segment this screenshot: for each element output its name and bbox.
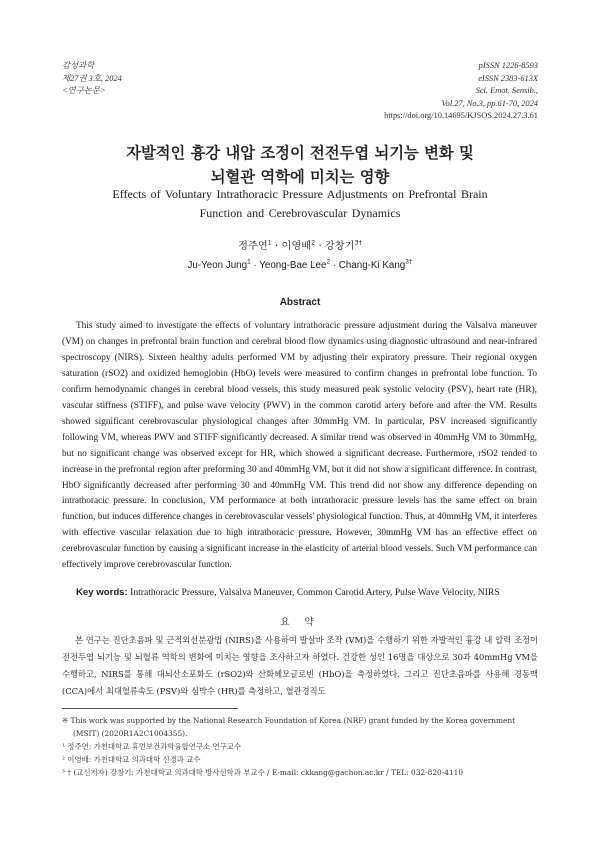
doi-link[interactable]: https://doi.org/10.14695/KJSOS.2024.27.3.61 (384, 111, 538, 120)
authors-korean (0, 237, 600, 252)
keywords-text: Intrathoracic Pressure, Valsalva Maneuver, Common Carotid Artery, Pulse Wave Velocity, NIRS (130, 587, 500, 598)
eissn: eISSN 2383-613X (478, 73, 538, 83)
author-name: Ju-Yeon Jung (187, 260, 248, 271)
author-affiliation-mark: 2 (326, 258, 331, 266)
title-korean (60, 141, 540, 189)
journal-abbrev: Sci. Emot. Sensib., (475, 86, 538, 95)
title-english (80, 185, 520, 223)
authors-english (0, 260, 600, 271)
author-name: 강창기 (324, 241, 355, 252)
footnotes (62, 714, 540, 779)
journal-volume: 제27권 3호, 2024 (62, 73, 122, 83)
funding-note-line-2: (MSIT) (2020R1A2C1004355). (73, 729, 188, 738)
author-name: Chang-Ki Kang (338, 260, 406, 271)
journal-name: 감성과학 (62, 61, 95, 70)
title-english-line-2: Function and Cerebrovascular Dynamics (199, 206, 401, 220)
author-affiliation-mark: 1 (267, 238, 272, 247)
abstract-text: This study aimed to investigate the effects of voluntary intrathoracic pressure adjustment during the Valsalva maneuver (VM) on changes in prefrontal brain function and cerebral blood flow dynamics using diagnostic ultrasound and near-infrared spectroscopy (NIRS). Sixteen healthy adults performed VM by adjusting their expiratory pressure. Their regional oxygen saturation (rSO2) and oxidized hemoglobin (HbO) levels were measured to confirm changes in prefrontal lobe function. To confirm hemodynamic changes in cerebral blood vessels, this study measured peak systolic velocity (PSV), heart rate (HR), vascular stiffness (STIFF), and pulse wave velocity (PWV) in the common carotid artery before and after the VM. Results showed significant cerebrovascular physiological changes after 30mmHg VM. In particular, PSV increased significantly following VM, whereas PWV and STIFF significantly decreased. A similar trend was observed in 40mmHg VM to 30mmHg, but no significant change was observed except for HR, which showed a significant decrease. Furthermore, rSO2 tended to increase in the prefrontal region after preforming 30 and 40mmHg VM, but it did not show a significant difference. In contrast, HbO significantly decreased after performing 30 and 40mmHg VM. This trend did not show any difference depending on intrathoracic pressure. In conclusion, VM performance at both intrathoracic pressure levels has the same effect on brain function, but induces difference changes in cerebrovascular vessels' physiological function. Thus, at 40mmHg VM, it interferes with effective vascular relaxation due to high intrathoracic pressure. However, 30mmHg VM has an effective effect on cerebrovascular function by causing a significant increase in the elasticity of arterial blood vessels. Such VM performance can effectively improve cerebrovascular function. (62, 321, 537, 571)
korean-abstract-text: 본 연구는 진단초음파 및 근적외선분광법 (NIRS)을 사용하여 발살바 조작 (VM)을 수행하기 위한 자발적인 흉강 내 압력 조정이 전전두엽 뇌기능 및 뇌혈류 역학의 변화에 미치는 영향을 조사하고자 하였다. 건강한 성인 16명을 대상으로 30과 40mmHg VM을 수행하고, NIRS를 통해 대뇌산소포화도 (rSO2)와 산화헤모글로빈 (HbO)을 측정하였다. 그리고 진단초음파를 사용해 경동맥 (CCA)에서 최대혈류속도 (PSV)와 심박수 (HR)를 측정하고, 혈관경직도 (62, 635, 538, 697)
volume-pages: Vol.27, No.3, pp.61-70, 2024 (441, 98, 538, 108)
author-name: Yeong-Bae Lee (259, 260, 327, 271)
footnote-1: ¹ 정주연: 가천대학교 휴먼보건과학융합연구소 연구교수 (62, 742, 242, 751)
funding-note-line-1: ※ This work was supported by the National Research Foundation of Korea (NRF) grant funded by the Korea government (62, 716, 516, 725)
author-separator: · (250, 260, 260, 271)
funding-note (62, 714, 540, 740)
article-type: <연구논문> (62, 86, 106, 95)
author-affiliation-mark: 1 (247, 258, 251, 266)
footnote-divider (62, 708, 238, 709)
author-name: 이영배 (281, 241, 312, 252)
author-affiliation-mark: 3† (354, 238, 362, 247)
journal-header-right (384, 60, 538, 123)
korean-abstract-heading: 요 약 (280, 617, 320, 628)
author-affiliation-mark: 2 (311, 238, 316, 247)
keywords-label: Key words: (76, 587, 128, 598)
title-korean-line-2: 뇌혈관 역학에 미치는 영향 (210, 168, 390, 186)
author-separator: · (330, 260, 339, 271)
keywords (76, 587, 540, 598)
pissn: pISSN 1226-8593 (478, 61, 538, 70)
title-korean-line-1: 자발적인 흉강 내압 조정이 전전두엽 뇌기능 변화 및 (126, 144, 474, 162)
title-english-line-1: Effects of Voluntary Intrathoracic Pressure Adjustments on Prefrontal Brain (112, 187, 488, 201)
abstract-heading: Abstract (279, 297, 321, 308)
author-separator: · (315, 241, 325, 252)
journal-header-left (62, 60, 122, 98)
author-name: 정주연 (238, 241, 268, 252)
footnote-2: ² 이영배: 가천대학교 의과대학 신경과 교수 (62, 755, 201, 764)
author-affiliation-mark: 3† (405, 258, 413, 266)
footnote-3: ³ † (교신저자) 강창기: 가천대학교 의과대학 방사선학과 부교수 / E-mail: ckkang@gachon.ac.kr / TEL: 032-820-4110 (62, 768, 464, 777)
author-separator: · (271, 241, 282, 252)
